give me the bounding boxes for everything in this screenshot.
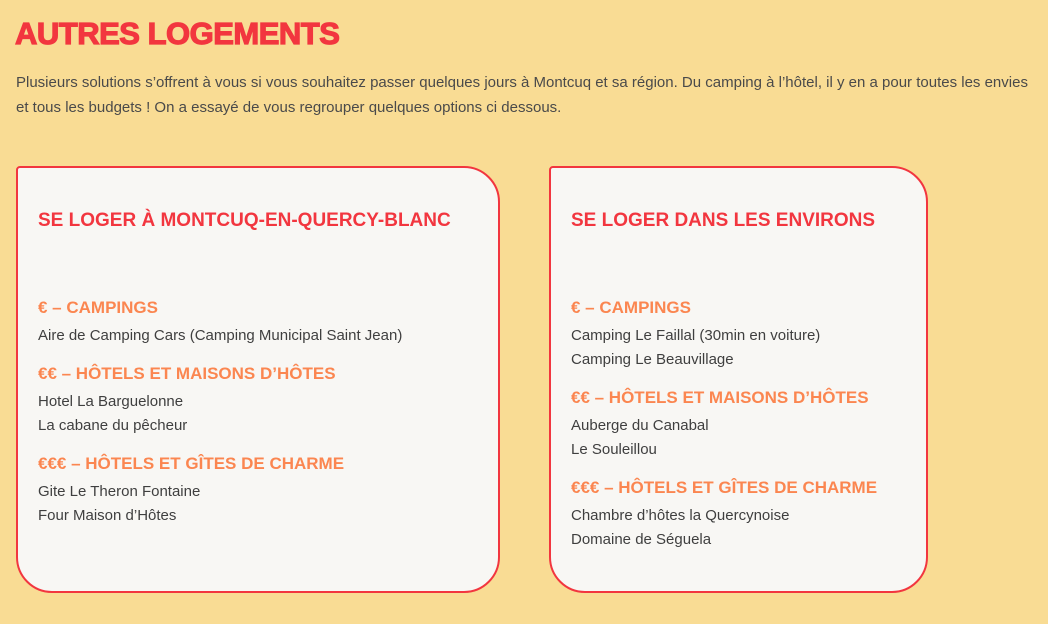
- list-hotels: [571, 414, 906, 462]
- list-campings: [571, 324, 906, 372]
- list-item[interactable]: Camping Le Faillal (30min en voiture): [571, 327, 821, 344]
- list-item[interactable]: La cabane du pêcheur: [38, 417, 188, 434]
- list-item[interactable]: Domaine de Séguela: [571, 531, 712, 548]
- list-campings: [38, 324, 478, 348]
- list-item[interactable]: Chambre d’hôtes la Quercynoise: [571, 507, 790, 524]
- list-charme: [571, 504, 906, 552]
- list-item[interactable]: Le Souleillou: [571, 441, 657, 458]
- card-montcuq: [16, 166, 500, 593]
- card-environs: [549, 166, 928, 593]
- list-item[interactable]: Camping Le Beauvillage: [571, 351, 734, 368]
- section-heading-charme: €€€ – HÔTELS ET GÎTES DE CHARME: [38, 454, 345, 473]
- section-heading-campings: € – CAMPINGS: [571, 298, 691, 317]
- list-hotels: [38, 390, 478, 438]
- section-heading-hotels: €€ – HÔTELS ET MAISONS D’HÔTES: [38, 364, 336, 383]
- list-charme: [38, 480, 478, 528]
- card-title: SE LOGER À MONTCUQ-EN-QUERCY-BLANC: [38, 210, 451, 231]
- page-title: AUTRES LOGEMENTS: [15, 16, 340, 51]
- list-item[interactable]: Four Maison d’Hôtes: [38, 507, 177, 524]
- section-heading-hotels: €€ – HÔTELS ET MAISONS D’HÔTES: [571, 388, 869, 407]
- list-item[interactable]: Auberge du Canabal: [571, 417, 709, 434]
- list-item[interactable]: Aire de Camping Cars (Camping Municipal Saint Jean): [38, 327, 403, 344]
- list-item[interactable]: Gite Le Theron Fontaine: [38, 483, 201, 500]
- card-title: SE LOGER DANS LES ENVIRONS: [571, 210, 876, 231]
- section-heading-campings: € – CAMPINGS: [38, 298, 158, 317]
- list-item[interactable]: Hotel La Barguelonne: [38, 393, 184, 410]
- intro-text: Plusieurs solutions s’offrent à vous si vous souhaitez passer quelques jours à Montcuq et sa région. Du camping à l’hôtel, il y en a pour toutes les envies et tous les budgets ! On a essayé de vous regrouper quelques options ci dessous.: [16, 74, 1028, 116]
- section-heading-charme: €€€ – HÔTELS ET GÎTES DE CHARME: [571, 478, 878, 497]
